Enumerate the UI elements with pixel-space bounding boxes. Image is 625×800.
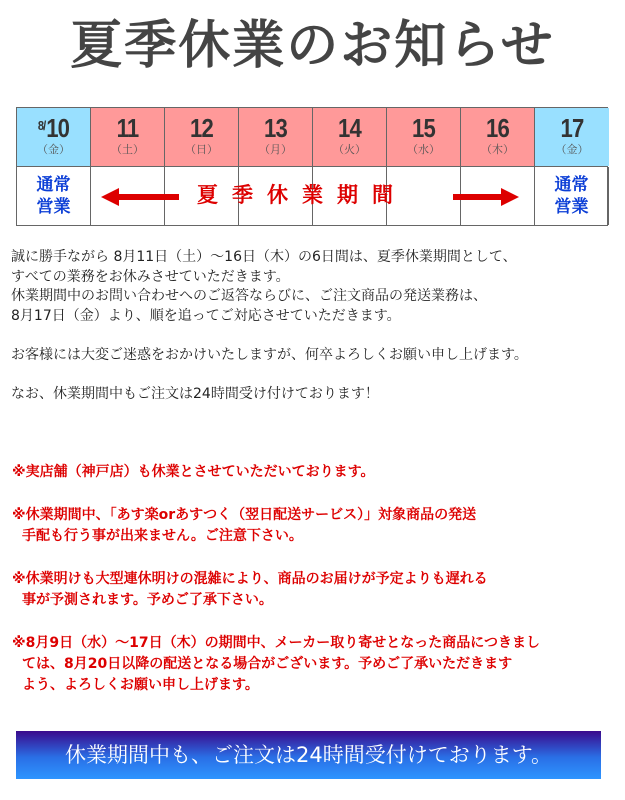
body-line: すべての業務をお休みさせていただきます。: [11, 268, 290, 285]
note-text-continued: よう、よろしくお願い申し上げます。: [22, 677, 259, 693]
calendar-day-16: [461, 108, 535, 166]
day-number: 11: [116, 113, 139, 143]
arrow-left-icon: [117, 194, 179, 200]
status-cell-open-start: [17, 167, 91, 225]
status-cell-open-end: [535, 167, 609, 225]
day-number: 12: [190, 113, 213, 143]
order-banner: 休業期間中も、ご注文は24時間受付けております。: [16, 731, 601, 779]
month-prefix: 8/: [37, 118, 46, 133]
day-of-week: （木）: [481, 143, 514, 156]
note-text-continued: 手配も行う事が出来ません。ご注意下さい。: [22, 528, 303, 544]
note-text: ※休業明けも大型連休明けの混雑により、商品のお届けが予定よりも遅れる: [12, 571, 488, 587]
day-of-week: （水）: [407, 143, 440, 156]
order-24h-note: なお、休業期間中もご注文は24時間受け付けております！: [11, 385, 379, 402]
day-number: 13: [264, 113, 287, 143]
calendar-day-14: [313, 108, 387, 166]
note-text: ※実店舗（神戸店）も休業とさせていただいております。: [12, 464, 375, 480]
day-of-week: （土）: [111, 143, 144, 156]
note-item: [12, 569, 622, 611]
note-item: [12, 505, 622, 547]
body-line: 誠に勝手ながら 8月11日（土）～16日（木）の6日間は、夏季休業期間として、: [11, 249, 517, 265]
calendar-day-13: [239, 108, 313, 166]
body-line: 休業期間中のお問い合わせへのご返答ならびに、ご注文商品の発送業務は、: [11, 288, 487, 304]
day-number: 14: [338, 113, 361, 143]
notice-body: [11, 248, 621, 404]
day-number: 16: [486, 113, 509, 143]
page-title: 夏季休業のお知らせ: [70, 16, 555, 76]
note-item: [12, 633, 622, 696]
note-item: [12, 462, 622, 483]
open-label-line2: 営業: [554, 197, 589, 217]
day-of-week: （金）: [555, 143, 589, 156]
day-number: 17: [560, 113, 584, 143]
day-of-week: （月）: [259, 143, 292, 156]
calendar-day-12: [165, 108, 239, 166]
note-text-continued: ては、8月20日以降の配送となる場合がございます。予めご了承いただきます: [22, 656, 513, 672]
holiday-calendar: [16, 107, 608, 226]
calendar-day-11: [91, 108, 165, 166]
open-label: [17, 174, 90, 218]
calendar-day-15: [387, 108, 461, 166]
calendar-status-row: [17, 167, 607, 225]
day-of-week: （金）: [37, 143, 70, 156]
note-text-continued: 事が予測されます。予めご了承下さい。: [22, 592, 273, 608]
note-text: ※8月9日（水）～17日（木）の期間中、メーカー取り寄せとなった商品につきまし: [12, 635, 541, 651]
note-text: ※休業期間中、「あす楽orあすつく（翌日配送サービス）」対象商品の発送: [12, 507, 477, 523]
arrow-right-icon: [453, 194, 503, 200]
open-label-line1: 通常: [36, 175, 71, 195]
open-label-line1: 通常: [554, 175, 589, 195]
holiday-period-label: 夏季休業期間: [197, 183, 407, 207]
day-of-week: （火）: [333, 143, 366, 156]
calendar-day-17: [535, 108, 609, 166]
calendar-header-row: [17, 108, 607, 167]
day-number: 10: [46, 113, 70, 143]
open-label: [535, 174, 608, 218]
day-of-week: （日）: [185, 143, 218, 156]
day-number: 15: [412, 113, 435, 143]
calendar-day-10: [17, 108, 91, 166]
apology-text: お客様には大変ご迷惑をおかけいたしますが、何卒よろしくお願い申し上げます。: [11, 346, 528, 363]
notes-list: [12, 462, 622, 718]
body-line: 8月17日（金）より、順を追ってご対応させていただきます。: [11, 307, 401, 324]
open-label-line2: 営業: [36, 197, 71, 217]
